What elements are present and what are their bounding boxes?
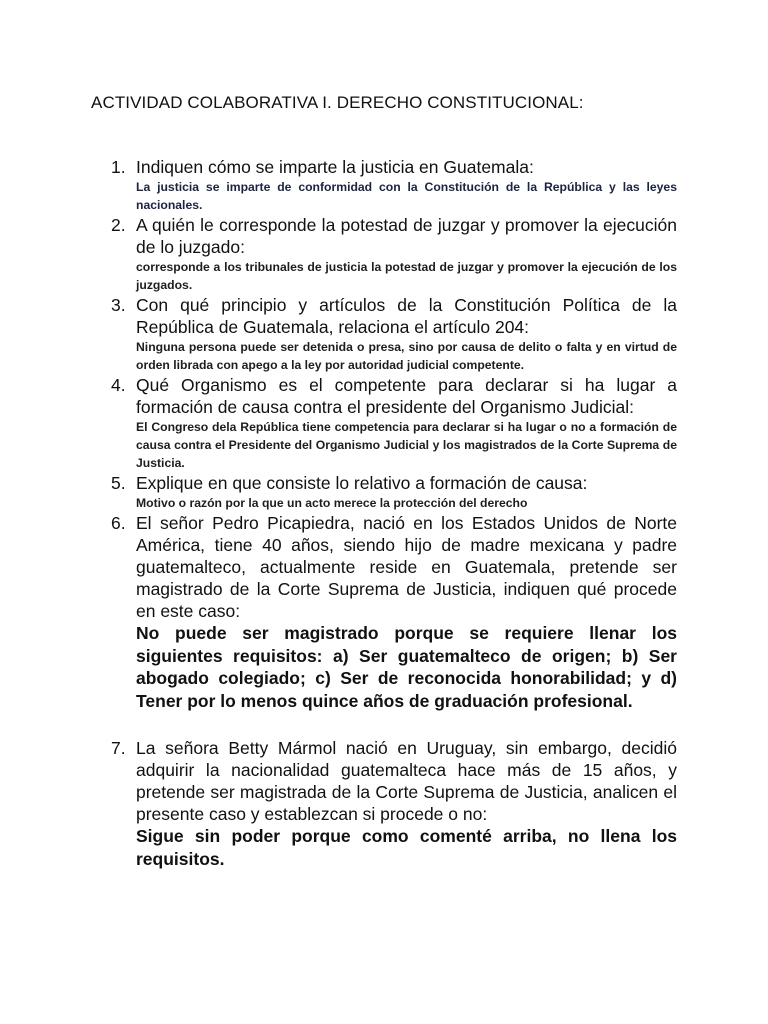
question-item-3 <box>111 294 677 374</box>
question-item-6 <box>111 512 677 712</box>
answer-text: La justicia se imparte de conformidad con la Constitución de la República y las leyes nacionales. <box>136 180 677 212</box>
question-text: A quién le corresponde la potestad de juzgar y promover la ejecución de lo juzgado: <box>136 215 677 257</box>
document-title: ACTIVIDAD COLABORATIVA I. DERECHO CONSTITUCIONAL: <box>91 93 584 112</box>
question-list <box>0 156 768 870</box>
question-item-1 <box>111 156 677 214</box>
question-text: El señor Pedro Picapiedra, nació en los Estados Unidos de Norte América, tiene 40 años, siendo hijo de madre mexicana y padre guatemalteco, actualmente reside en Guatemala, pretende ser magistrado de la Corte Suprema de Justicia, indiquen qué procede en este caso: <box>136 513 677 621</box>
question-text: Con qué principio y artículos de la Constitución Política de la República de Guatemala, relaciona el artículo 204: <box>136 295 677 337</box>
answer-text: corresponde a los tribunales de justicia la potestad de juzgar y promover la ejecución de los juzgados. <box>136 260 677 292</box>
spacer <box>0 712 768 737</box>
question-number: 2. <box>111 215 126 235</box>
question-number: 4. <box>111 375 126 395</box>
question-number: 3. <box>111 295 126 315</box>
question-number: 6. <box>111 513 126 533</box>
answer-text: Motivo o razón por la que un acto merece la protección del derecho <box>136 496 528 510</box>
answer-text: No puede ser magistrado porque se requiere llenar los siguientes requisitos: a) Ser guatemalteco de origen; b) Ser abogado colegiado; c) Ser de reconocida honorabilidad; y d) Tener por lo menos quince años de graduación profesional. <box>136 623 677 711</box>
question-item-4 <box>111 374 677 472</box>
question-text: La señora Betty Mármol nació en Uruguay, sin embargo, decidió adquirir la nacionalidad guatemalteca hace más de 15 años, y pretende ser magistrada de la Corte Suprema de Justicia, analicen el presente caso y establezcan si procede o no: <box>136 738 677 824</box>
answer-text: El Congreso dela República tiene competencia para declarar si ha lugar o no a formación de causa contra el Presidente del Organismo Judicial y los magistrados de la Corte Suprema de Justicia. <box>136 420 677 470</box>
answer-text: Sigue sin poder porque como comenté arriba, no llena los requisitos. <box>136 826 677 869</box>
question-item-2 <box>111 214 677 294</box>
question-number: 1. <box>111 157 126 177</box>
question-item-5 <box>111 472 677 512</box>
question-text: Explique en que consiste lo relativo a formación de causa: <box>136 473 588 493</box>
question-text: Indiquen cómo se imparte la justicia en Guatemala: <box>136 157 534 177</box>
question-number: 5. <box>111 473 126 493</box>
question-text: Qué Organismo es el competente para declarar si ha lugar a formación de causa contra el presidente del Organismo Judicial: <box>136 375 677 417</box>
question-item-7 <box>111 737 677 870</box>
question-number: 7. <box>111 738 126 758</box>
answer-text: Ninguna persona puede ser detenida o presa, sino por causa de delito o falta y en virtud de orden librada con apego a la ley por autoridad judicial competente. <box>136 340 677 372</box>
